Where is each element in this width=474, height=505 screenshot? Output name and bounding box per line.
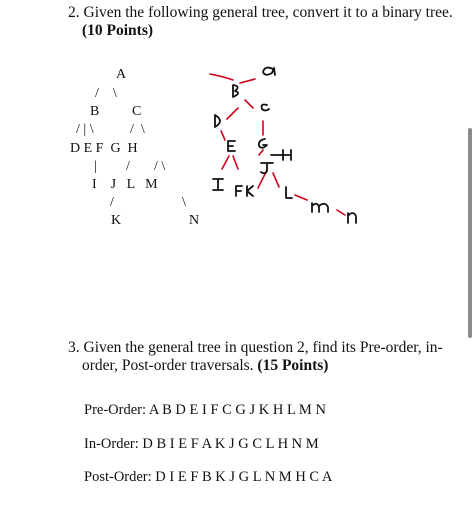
- tree-row-6-mid: /: [126, 159, 130, 174]
- edge-e-i: [222, 156, 229, 169]
- preorder-answer: Pre-Order: A B D E I F C G J K H L M N: [84, 402, 326, 418]
- handwritten-binary-tree: [195, 55, 385, 245]
- node-k-glyph: [247, 186, 253, 196]
- tree-row-9-k: K: [111, 213, 122, 228]
- question-3-line-2: [82, 357, 328, 375]
- tree-row-6-right: / \: [154, 159, 166, 174]
- tree-row-2: / \: [95, 86, 117, 101]
- node-a-glyph: [263, 68, 275, 75]
- node-l-glyph: [286, 187, 292, 198]
- node-m-glyph: [312, 203, 328, 212]
- edge-b-d: [227, 108, 238, 119]
- edge-b-c: [245, 100, 253, 108]
- vertical-scrollbar[interactable]: [468, 128, 472, 338]
- edge-g-h-left: [259, 150, 263, 155]
- tree-row-3-c: C: [132, 104, 142, 119]
- tree-row-5: D E F G H: [70, 141, 138, 156]
- node-e-glyph: [228, 141, 235, 151]
- node-f-glyph: [236, 186, 242, 196]
- postorder-answer: Post-Order: D I E F B K J G L N M H C A: [84, 469, 333, 485]
- edge-m-n: [337, 210, 345, 215]
- question-2-title: 2. Given the following general tree, convert it to a binary tree.: [68, 4, 453, 21]
- tree-row-8-left: /: [110, 195, 114, 210]
- inorder-answer: In-Order: D B I E F A K J G C L H N M: [84, 436, 319, 452]
- tree-row-7: I J L M: [92, 177, 158, 192]
- tree-row-9-n: N: [189, 213, 200, 228]
- edge-l-m: [295, 195, 307, 200]
- node-i-glyph: [213, 179, 223, 190]
- question-3-points: (15 Points): [257, 357, 329, 374]
- edge-j-l: [273, 173, 279, 187]
- handwritten-letters: [213, 68, 356, 223]
- tree-row-6-left: |: [94, 159, 97, 174]
- node-c-glyph: [262, 105, 269, 111]
- edge-a-b: [240, 79, 255, 83]
- edge-decoration: [210, 74, 233, 80]
- node-n-glyph: [348, 213, 356, 223]
- question-2-points: (10 Points): [82, 22, 154, 39]
- question-3-title: 3. Given the general tree in question 2, find its Pre-order, in-: [68, 339, 443, 356]
- edge-e-f: [233, 156, 238, 169]
- tree-row-4-right: / \: [130, 122, 145, 137]
- handwritten-edges: [210, 74, 345, 215]
- question-3-subtitle: order, Post-order traversals.: [82, 357, 254, 374]
- node-d-glyph: [215, 115, 220, 127]
- node-j-glyph: [261, 163, 273, 173]
- tree-row-3-b: B: [90, 104, 100, 119]
- edge-d-e: [221, 131, 225, 140]
- tree-row-4-left: / | \: [76, 122, 94, 137]
- tree-row-1: A: [116, 67, 127, 82]
- node-h-glyph: [271, 150, 291, 160]
- node-b-glyph: [233, 85, 238, 97]
- node-g-glyph: [259, 139, 267, 148]
- tree-row-8-right: \: [182, 195, 186, 210]
